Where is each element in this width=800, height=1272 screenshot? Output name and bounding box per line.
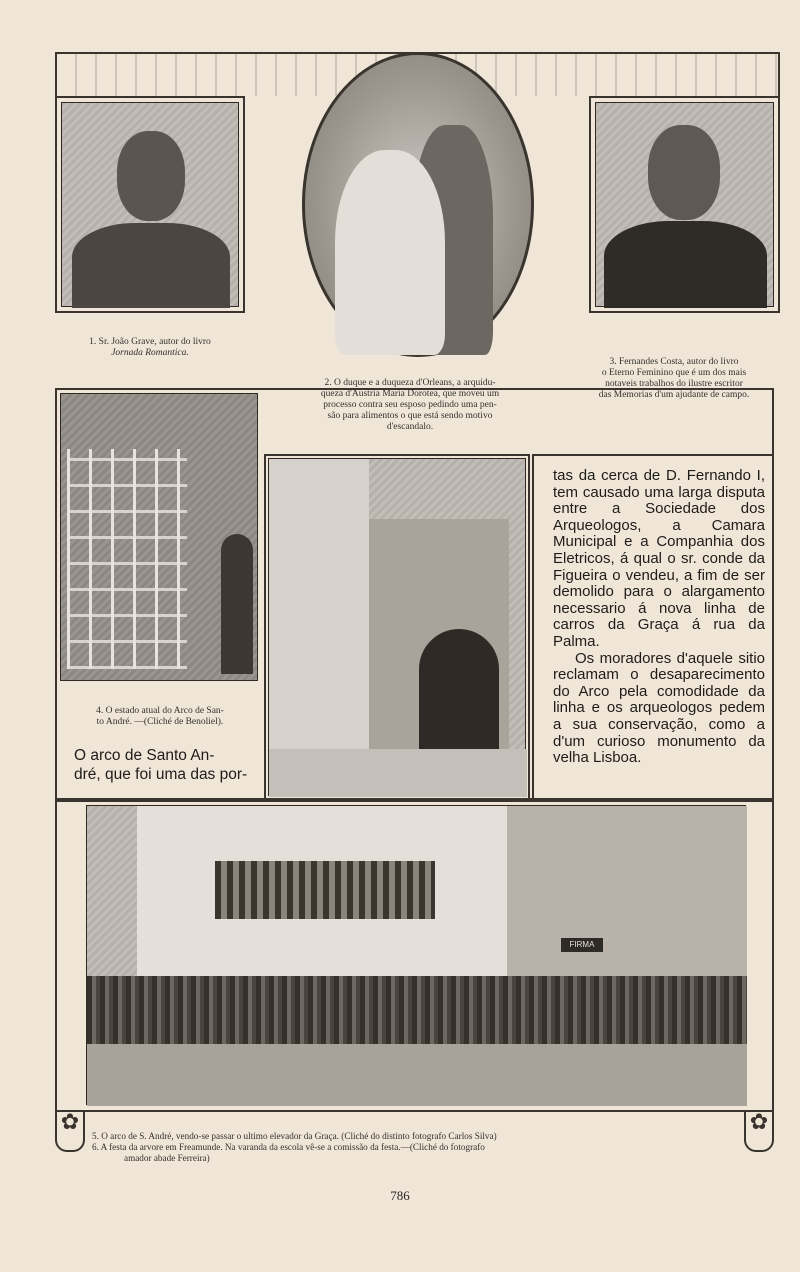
- portrait-head: [648, 125, 720, 220]
- portrait-fernandes-costa: [595, 102, 774, 307]
- portrait-body: [604, 221, 767, 308]
- corner-ornament-right: ✿: [744, 1112, 774, 1152]
- photo-4-arco-state: [60, 393, 258, 681]
- caption-4: [60, 706, 260, 728]
- photo-duke-duchess-oval: [302, 52, 534, 357]
- article-column: [553, 468, 765, 788]
- photo-1-frame: [55, 96, 245, 313]
- portrait-body: [72, 223, 230, 308]
- caption-3-line3: notaveis trabalhos do ilustre escritor: [605, 379, 743, 389]
- page-number: 786: [390, 1188, 410, 1203]
- article-paragraph-2: Os moradores d'aquele sitio reclamam o desaparecimento do Arco pela comodidade da linha e os arqueologos pedem a sua conservação, como a d'um curioso monumento da velha Lisboa.: [553, 649, 765, 767]
- photo-3-frame: [589, 96, 780, 313]
- caption-6-line1: 6. A festa da arvore em Freamunde. Na varanda da escola vê-se a comissão da festa.—(Cliché do fotografo: [92, 1142, 485, 1152]
- balcony-crowd: [215, 861, 435, 919]
- caption-3-line4: das Memorias d'um ajudante de campo.: [598, 390, 750, 400]
- caption-1-line2: Jornada Romantica.: [111, 348, 189, 358]
- caption-3-line2: o Eterno Feminino que é um dos mais: [601, 368, 747, 378]
- article-paragraph-1: tas da cerca de D. Fernando I, tem causado uma larga disputa entre a Sociedade dos Arqueologos, a Camara Municipal e a Companhia dos Eletricos, á qual o sr. conde da Figueira o vendeu, a fim de ser demolido para o alargamento necessario á nova linha de carros da Graça á rua da Palma.: [553, 468, 765, 650]
- corner-ornament-left: ✿: [55, 1112, 85, 1152]
- photo-5-arco-elevador: [268, 458, 526, 796]
- article-intro: [74, 746, 260, 784]
- article-intro-line2: dré, que foi uma das por-: [74, 766, 248, 783]
- caption-6-line2: amador abade Ferreira): [124, 1153, 210, 1163]
- street-crowd: [87, 976, 747, 1044]
- street: [269, 749, 527, 797]
- ground: [87, 1044, 747, 1106]
- caption-5: 5. O arco de S. André, vendo-se passar o ultimo elevador da Graça. (Cliché do distinto fotografo Carlos Silva): [92, 1131, 497, 1141]
- portrait-joao-grave: [61, 102, 239, 307]
- building-left: [269, 459, 369, 749]
- portrait-head: [117, 131, 185, 221]
- scaffolding: [67, 449, 187, 669]
- caption-1: [55, 337, 245, 359]
- archway: [221, 534, 253, 674]
- caption-2-line4: são para alimentos o que está sendo motivo: [327, 411, 493, 421]
- caption-2-line5: d'escandalo.: [386, 422, 434, 432]
- caption-4-line2: to André. —(Cliché de Benoliel).: [96, 717, 224, 727]
- photo-6-festa-arvore: [86, 805, 746, 1105]
- caption-4-line1: 4. O estado atual do Arco de San-: [96, 706, 224, 716]
- article-intro-line1: O arco de Santo An-: [74, 747, 215, 764]
- arch-opening: [419, 629, 499, 749]
- figure-duchess: [335, 150, 445, 355]
- shop-sign: FIRMA: [561, 938, 603, 952]
- caption-3-line1: 3. Fernandes Costa, autor do livro: [609, 357, 739, 367]
- caption-1-line1: 1. Sr. João Grave, autor do livro: [89, 337, 211, 347]
- school-building-right: [507, 806, 747, 996]
- caption-5-6: [92, 1131, 742, 1164]
- caption-2-line1: 2. O duque e a duqueza d'Orleans, a arquidu-: [324, 378, 496, 388]
- caption-2-line3: processo contra seu esposo pedindo uma pen-: [323, 400, 497, 410]
- caption-2-line2: queza d'Austria Maria Dorotea, que moveu um: [320, 389, 500, 399]
